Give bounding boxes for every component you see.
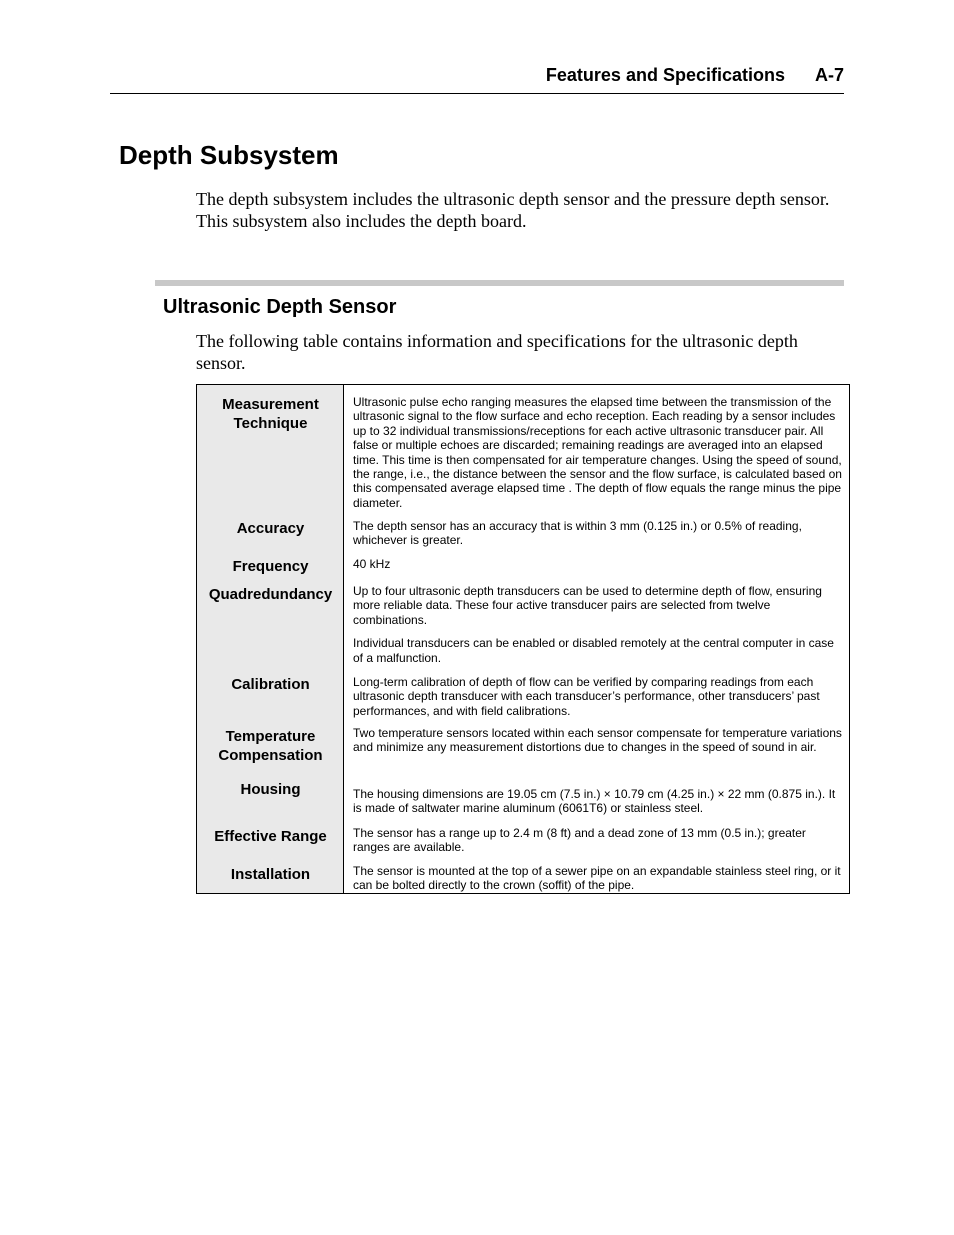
- spec-table: [196, 384, 850, 894]
- page-header: [110, 64, 844, 94]
- spec-label: Accuracy: [236, 520, 305, 537]
- spec-value-paragraph: Ultrasonic pulse echo ranging measures the elapsed time between the transmission of the ultrasonic signal to the flow surface and echo reception. Each reading by a sensor includes up to 32 individual transmissions/receptions for each active ultrasonic transducer pair. All false or multiple echoes are discarded; remaining readings are averaged into an elapsed time. This time is then compensated for air temperature changes. Using the speed of sound, the range, i.e., the distance between the sensor and the flow surface, is calculated based on this compensated average elapsed time . The depth of flow equals the range minus the pipe diameter.: [353, 395, 842, 510]
- depth-subsystem-intro: The depth subsystem includes the ultrasonic depth sensor and the pressure depth sensor. This subsystem also includes the depth board.: [196, 189, 830, 231]
- header-page-number: A-7: [814, 65, 844, 85]
- spec-value: [353, 557, 843, 571]
- spec-value: [353, 787, 843, 816]
- ultrasonic-sensor-intro: The following table contains information and specifications for the ultrasonic depth sensor.: [196, 331, 798, 373]
- spec-label: Measurement Technique: [222, 396, 319, 432]
- spec-value-paragraph: Individual transducers can be enabled or disabled remotely at the central computer in case of a malfunction.: [353, 636, 834, 665]
- spec-value: [353, 864, 843, 893]
- spec-value: [353, 726, 843, 755]
- spec-label: Calibration: [231, 676, 310, 693]
- spec-label: Housing: [240, 781, 301, 798]
- depth-subsystem-title: Depth Subsystem: [119, 140, 339, 170]
- spec-value: [353, 584, 843, 665]
- spec-value-paragraph: Two temperature sensors located within each sensor compensate for temperature variations and minimize any measurement distortions due to changes in the speed of sound in air.: [353, 726, 842, 755]
- spec-value-paragraph: The housing dimensions are 19.05 cm (7.5 in.) × 10.79 cm (4.25 in.) × 22 mm (0.875 in.). It is made of saltwater marine aluminum (6061T6) or stainless steel.: [353, 787, 836, 816]
- spec-label-column: [197, 385, 344, 893]
- header-section-title: Features and Specifications: [545, 65, 785, 85]
- spec-value: [353, 519, 843, 548]
- spec-label: Effective Range: [214, 828, 327, 845]
- spec-value-paragraph: Up to four ultrasonic depth transducers can be used to determine depth of flow, ensuring more reliable data. These four active transducer pairs are selected from twelve combinations.: [353, 584, 822, 627]
- spec-label: Installation: [230, 866, 311, 883]
- spec-label: Temperature Compensation: [218, 728, 323, 764]
- spec-value: [353, 675, 843, 718]
- spec-value-paragraph: 40 kHz: [353, 557, 391, 571]
- spec-value: [353, 826, 843, 855]
- spec-value-paragraph: The sensor is mounted at the top of a sewer pipe on an expandable stainless steel ring, or it can be bolted directly to the crown (soffit) of the pipe.: [353, 864, 841, 893]
- spec-value: [353, 395, 843, 510]
- spec-value-paragraph: The depth sensor has an accuracy that is within 3 mm (0.125 in.) or 0.5% of reading, whichever is greater.: [353, 519, 802, 548]
- spec-value-paragraph: The sensor has a range up to 2.4 m (8 ft) and a dead zone of 13 mm (0.5 in.); greater ranges are available.: [353, 826, 806, 855]
- ultrasonic-sensor-title: Ultrasonic Depth Sensor: [163, 296, 397, 318]
- spec-label: Quadredundancy: [208, 586, 333, 603]
- header-text: [546, 65, 844, 86]
- spec-label: Frequency: [232, 558, 309, 575]
- spec-value-paragraph: Long-term calibration of depth of flow can be verified by comparing readings from each ultrasonic depth transducer with each transducer’s performance, other transducers’ past performances, and with field calibrations.: [353, 675, 820, 718]
- section-divider: [155, 280, 844, 286]
